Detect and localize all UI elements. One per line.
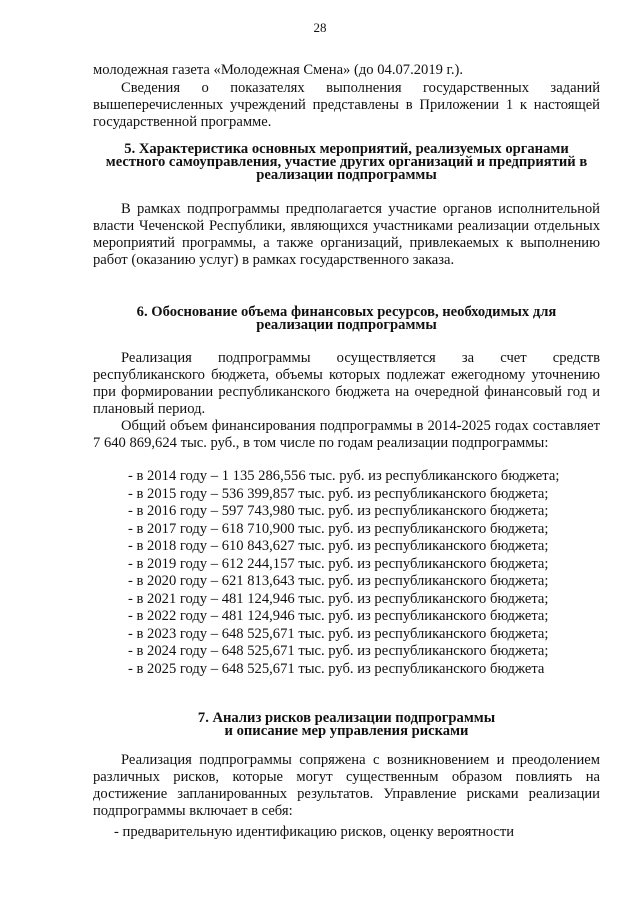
list-item: - в 2018 году – 610 843,627 тыс. руб. из республиканского бюджета;: [128, 538, 549, 555]
list-item: - в 2022 году – 481 124,946 тыс. руб. из республиканского бюджета;: [128, 608, 549, 625]
list-item: - в 2024 году – 648 525,671 тыс. руб. из республиканского бюджета;: [128, 643, 549, 660]
section-6-paragraph-2: Общий объем финансирования подпрограммы в 2014-2025 годах составляет 7 640 869,624 тыс. руб., в том числе по годам реализации подпрограммы:: [93, 418, 600, 451]
section-7-paragraph: Реализация подпрограммы сопряжена с возникновением и преодолением различных рисков, которые могут существенным образом повлиять на достижение запланированных результатов. Управление рисками реализации подпрограммы включает в себя:: [93, 752, 600, 819]
section-5-heading-line-2: местного самоуправления, участие других организаций и предприятий в: [105, 154, 588, 170]
section-5-heading-line-1: 5. Характеристика основных мероприятий, реализуемых органами: [124, 141, 569, 157]
list-item: - в 2023 году – 648 525,671 тыс. руб. из республиканского бюджета;: [128, 625, 549, 642]
section-5-heading: [93, 143, 600, 182]
list-item: - в 2017 году – 618 710,900 тыс. руб. из республиканского бюджета;: [128, 520, 549, 537]
section-6-paragraph-1: Реализация подпрограммы осуществляется за счет средств республиканского бюджета, объемы которых подлежат ежегодному уточнению при формировании республиканского бюджета на очередной финансовый год и плановый период.: [93, 350, 600, 417]
section-7-heading: [93, 712, 600, 738]
intro-line: молодежная газета «Молодежная Смена» (до 04.07.2019 г.).: [93, 62, 464, 78]
list-item: - в 2016 году – 597 743,980 тыс. руб. из республиканского бюджета;: [128, 503, 549, 520]
list-item: - в 2019 году – 612 244,157 тыс. руб. из республиканского бюджета;: [128, 555, 549, 572]
section-5-paragraph: В рамках подпрограммы предполагается участие органов исполнительной власти Чеченской Республики, являющихся участниками реализации отдельных мероприятий программы, а также организаций, привлекаемых к выполнению работ (оказанию услуг) в рамках государственного заказа.: [93, 201, 600, 268]
section-6-heading: [93, 306, 600, 332]
list-item: - в 2025 году – 648 525,671 тыс. руб. из республиканского бюджета: [128, 661, 545, 678]
list-item: - в 2014 году – 1 135 286,556 тыс. руб. из республиканского бюджета;: [128, 468, 560, 484]
section-7-heading-line-1: 7. Анализ рисков реализации подпрограммы: [197, 710, 496, 726]
list-item: - в 2015 году – 536 399,857 тыс. руб. из республиканского бюджета;: [128, 485, 549, 502]
intro-paragraph: Сведения о показателях выполнения государственных заданий вышеперечисленных учреждений представлены в Приложении 1 к настоящей государственной программе.: [93, 80, 600, 130]
list-item: - в 2021 году – 481 124,946 тыс. руб. из республиканского бюджета;: [128, 590, 549, 607]
section-7-list-item: - предварительную идентификацию рисков, оценку вероятности: [114, 824, 515, 840]
list-item: - в 2020 году – 621 813,643 тыс. руб. из республиканского бюджета;: [128, 573, 549, 590]
section-6-heading-line-1: 6. Обоснование объема финансовых ресурсов, необходимых для: [136, 304, 557, 320]
page-number: 28: [313, 20, 327, 35]
funding-by-year-list: [128, 468, 608, 679]
section-5-heading-line-3: реализации подпрограммы: [256, 167, 437, 183]
section-7-heading-line-2: и описание мер управления рисками: [224, 723, 469, 739]
section-6-heading-line-2: реализации подпрограммы: [256, 317, 437, 333]
